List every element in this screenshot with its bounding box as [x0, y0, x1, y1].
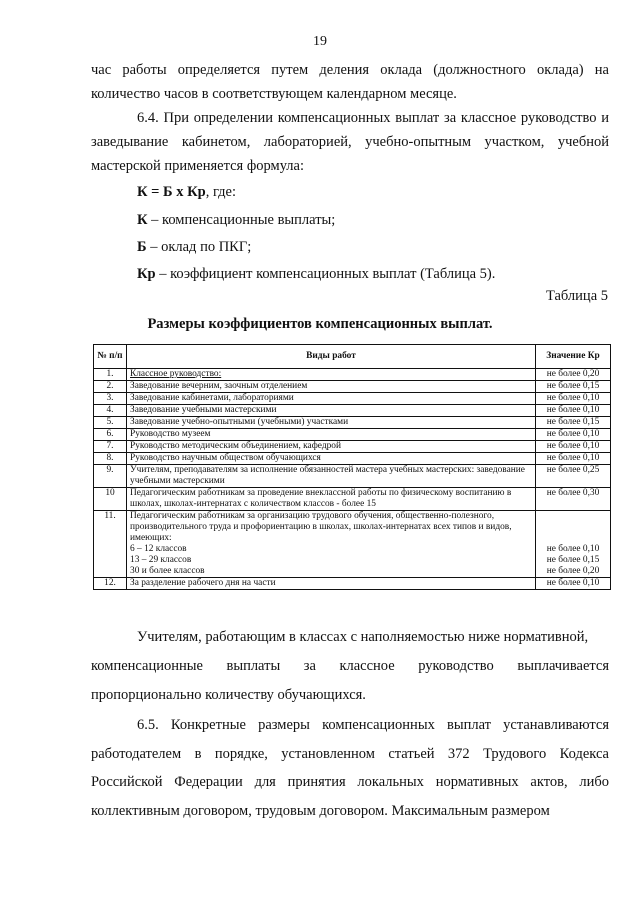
- row-11-sub-label: 6 – 12 классов: [130, 544, 187, 554]
- row-value: не более 0,10: [536, 578, 611, 590]
- page-number: 19: [313, 34, 327, 49]
- row-num: 10: [94, 488, 127, 511]
- table-row: [94, 417, 611, 429]
- row-num: 8.: [94, 453, 127, 465]
- row-num: 12.: [94, 578, 127, 590]
- table-row: [94, 429, 611, 441]
- row-work-type: Педагогическим работникам за проведение внеклассной работы по физическому воспитанию в школах, школах-интернатах с количеством классов - более 15: [127, 488, 536, 511]
- row-work-type: Руководство научным обществом обучающихся: [127, 453, 536, 465]
- row-work-type: Заведование вечерним, заочным отделением: [127, 381, 536, 393]
- paragraph-teachers-line-1: Учителям, работающим в классах с наполняемостью ниже нормативной,: [137, 629, 589, 645]
- row-work-type: Заведование учебно-опытными (учебными) участками: [127, 417, 536, 429]
- row-num: 3.: [94, 393, 127, 405]
- paragraph-6-5: 6.5. Конкретные размеры компенсационных выплат устанавливаются работодателем в порядке, установленном статьей 372 Трудового Кодекса Российской Федерации для принятия локальных нормативных актов, либо коллективным договором, трудовым договором. Максимальным размером: [91, 717, 609, 819]
- header-work-type: Виды работ: [127, 345, 536, 369]
- row-value: не более 0,10: [536, 441, 611, 453]
- paragraph-teachers-line-3: пропорционально количеству обучающихся.: [91, 687, 366, 703]
- header-value: Значение Кр: [536, 345, 611, 369]
- header-num: № п/п: [94, 345, 127, 369]
- table-row: [94, 405, 611, 417]
- row-11-sub-value: не более 0,15: [546, 555, 600, 565]
- row-11-sub-label: 30 и более классов: [130, 566, 205, 576]
- table-caption: Таблица 5: [545, 288, 608, 304]
- table-row: [94, 441, 611, 453]
- row-value: не более 0,10: [536, 393, 611, 405]
- table-row: [94, 465, 611, 488]
- row-value: не более 0,15: [536, 381, 611, 393]
- paragraph-teachers-line-2: компенсационные выплаты за классное руководство выплачивается: [91, 658, 609, 674]
- row-value: не более 0,25: [536, 465, 611, 488]
- row-num: 2.: [94, 381, 127, 393]
- table-row: [94, 369, 611, 381]
- row-num: 4.: [94, 405, 127, 417]
- row-num: 9.: [94, 465, 127, 488]
- row-work-type: Заведование кабинетами, лабораториями: [127, 393, 536, 405]
- row-11-sub-value: не более 0,10: [546, 544, 600, 554]
- table-row: [94, 511, 611, 578]
- table-row: [94, 393, 611, 405]
- row-num: 11.: [94, 511, 127, 578]
- table-row: [94, 488, 611, 511]
- coefficients-table: [93, 344, 611, 590]
- formula-k-definition: К – компенсационные выплаты;: [137, 212, 336, 228]
- paragraph-6-4: 6.4. При определении компенсационных выплат за классное руководство и заведывание кабинетом, лабораторией, учебно-опытным участком, учебной мастерской применяется формула:: [91, 110, 609, 174]
- row-value: не более 0,10: [536, 453, 611, 465]
- row-value: не более 0,15: [536, 417, 611, 429]
- row-work-type: [127, 511, 536, 578]
- row-work-type: Руководство методическим объединением, кафедрой: [127, 441, 536, 453]
- table-header-row: [94, 345, 611, 369]
- table-row: [94, 578, 611, 590]
- formula-b-definition: Б – оклад по ПКГ;: [137, 239, 252, 255]
- row-work-type: За разделение рабочего дня на части: [127, 578, 536, 590]
- table-row: [94, 381, 611, 393]
- row-11-sub-value: не более 0,20: [546, 566, 600, 576]
- formula-kr-definition: Кр – коэффициент компенсационных выплат (Таблица 5).: [137, 266, 496, 282]
- row-num: 1.: [94, 369, 127, 381]
- row-num: 6.: [94, 429, 127, 441]
- table-row: [94, 453, 611, 465]
- row-11-sub-label: 13 – 29 классов: [130, 555, 192, 565]
- row-work-type: Классное руководство:: [127, 369, 536, 381]
- table-title: Размеры коэффициентов компенсационных выплат.: [147, 316, 493, 332]
- row-value: не более 0,10: [536, 405, 611, 417]
- row-11-description: Педагогическим работникам за организацию трудового обучения, общественно-полезного, производительного труда и профориентацию в школах, школах-интернатах всех типов и видов, имеющих:: [130, 511, 512, 543]
- row-work-type: Руководство музеем: [127, 429, 536, 441]
- row-value: не более 0,30: [536, 488, 611, 511]
- row-num: 7.: [94, 441, 127, 453]
- row-value: не более 0,20: [536, 369, 611, 381]
- paragraph-intro: час работы определяется путем деления оклада (должностного оклада) на количество часов в соответствующем календарном месяце.: [91, 62, 609, 102]
- formula-main: К = Б х Кр, где:: [137, 184, 237, 200]
- row-work-type: Учителям, преподавателям за исполнение обязанностей мастера учебных мастерских: заведование учебными мастерскими: [127, 465, 536, 488]
- row-value: [536, 511, 611, 578]
- row-num: 5.: [94, 417, 127, 429]
- row-work-type: Заведование учебными мастерскими: [127, 405, 536, 417]
- row-value: не более 0,10: [536, 429, 611, 441]
